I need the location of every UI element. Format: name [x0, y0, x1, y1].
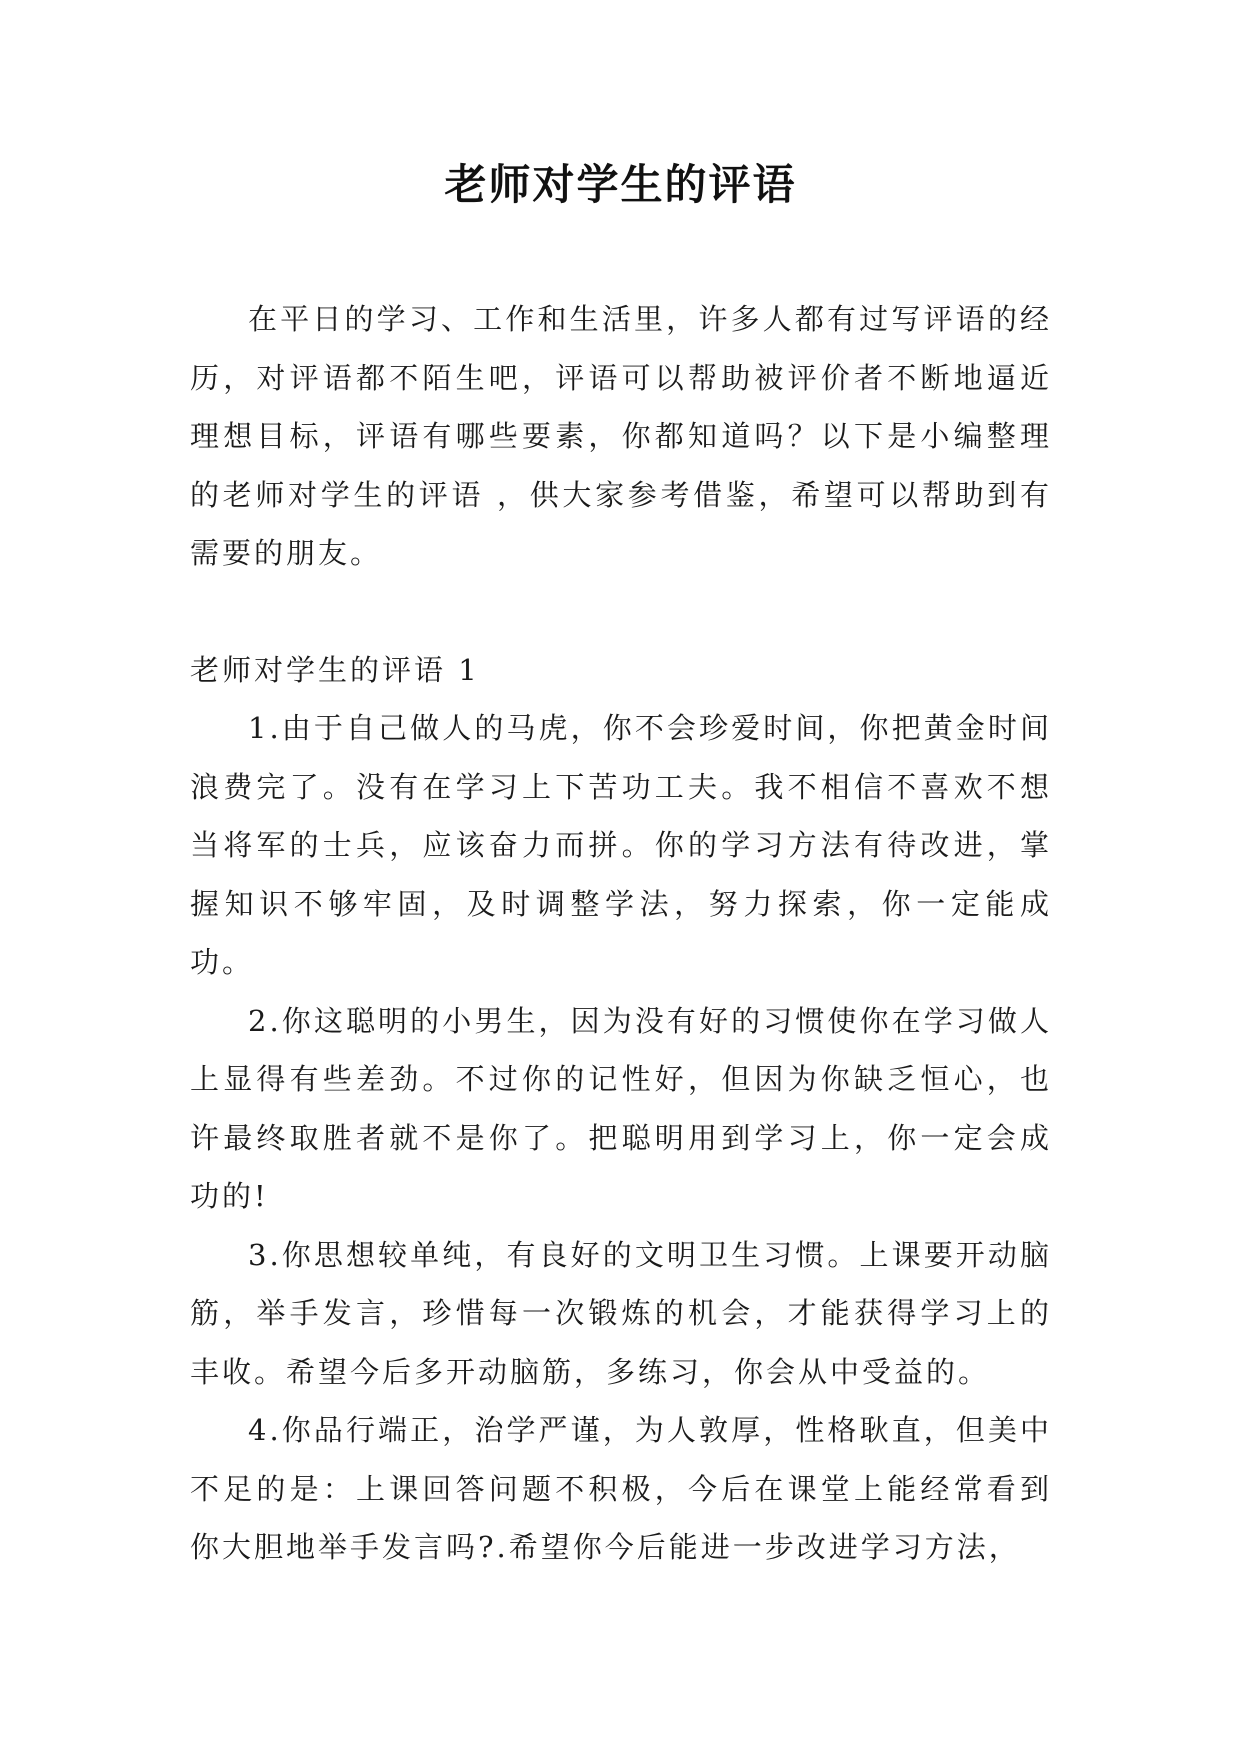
intro-paragraph: 在平日的学习、工作和生活里，许多人都有过写评语的经历，对评语都不陌生吧，评语可以帮助被评价者不断地逼近理想目标，评语有哪些要素，你都知道吗？以下是小编整理的老师对学生的评语 ，供大家参考借鉴，希望可以帮助到有需要的朋友。	[190, 302, 1052, 570]
document-title: 老师对学生的评语	[444, 160, 797, 209]
comment-item-2: 2.你这聪明的小男生，因为没有好的习惯使你在学习做人上显得有些差劲。不过你的记性好，但因为你缺乏恒心，也许最终取胜者就不是你了。把聪明用到学习上，你一定会成功的!	[190, 1003, 1052, 1213]
comment-item-1: 1.由于自己做人的马虎，你不会珍爱时间，你把黄金时间浪费完了。没有在学习上下苦功工夫。我不相信不喜欢不想当将军的士兵，应该奋力而拼。你的学习方法有待改进，掌握知识不够牢固，及时调整学法，努力探索，你一定能成功。	[190, 711, 1052, 979]
document-body	[190, 290, 1052, 1577]
comment-item-4: 4.你品行端正，治学严谨，为人敦厚，性格耿直，但美中不足的是：上课回答问题不积极，今后在课堂上能经常看到你大胆地举手发言吗?.希望你今后能进一步改进学习方法，	[190, 1413, 1052, 1564]
comment-item-3: 3.你思想较单纯，有良好的文明卫生习惯。上课要开动脑筋，举手发言，珍惜每一次锻炼的机会，才能获得学习上的丰收。希望今后多开动脑筋，多练习，你会从中受益的。	[190, 1237, 1052, 1389]
section-heading: 老师对学生的评语 1	[190, 652, 480, 687]
